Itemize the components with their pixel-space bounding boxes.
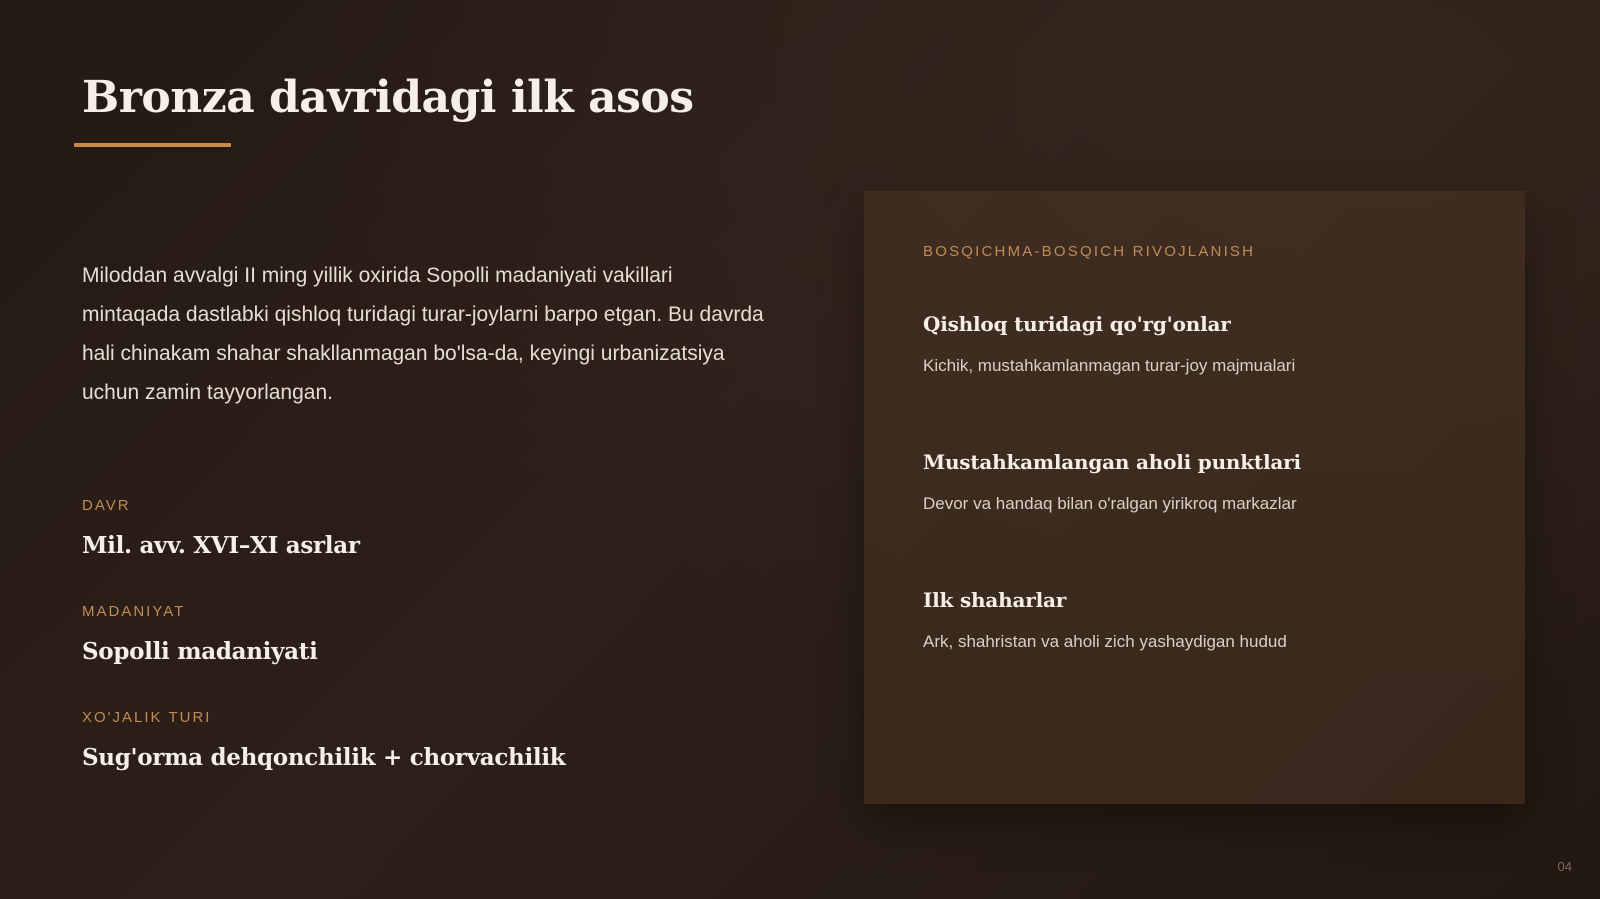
title-underline [74,143,231,147]
stage-item [923,312,1295,376]
fact-value: Sug'orma dehqonchilik + chorvachilik [82,744,566,771]
fact-period [82,497,360,559]
stage-item [923,588,1287,652]
stage-title: Qishloq turidagi qo'rg'onlar [923,312,1231,336]
stage-description: Ark, shahristan va aholi zich yashaydigan hudud [923,632,1287,651]
fact-value: Sopolli madaniyati [82,638,318,665]
stage-title: Ilk shaharlar [923,588,1067,612]
stage-item [923,450,1301,514]
panel-label: BOSQICHMA-BOSQICH RIVOJLANISH [923,243,1256,260]
fact-label: DAVR [82,497,131,514]
fact-label: XO'JALIK TURI [82,709,212,726]
page-number: 04 [1557,859,1572,874]
development-panel [864,191,1525,804]
stage-title: Mustahkamlangan aholi punktlari [923,450,1301,474]
intro-paragraph: Miloddan avvalgi II ming yillik oxirida Sopolli madaniyati vakillari mintaqada dastlabki qishloq turidagi turar-joylarni barpo etgan. Bu davrda hali chinakam shahar shakllanmagan bo'lsa-da, keyingi urbanizatsiya uchun zamin tayyorlangan. [82,264,764,404]
slide-title: Bronza davridagi ilk asos [82,72,694,123]
stage-description: Devor va handaq bilan o'ralgan yirikroq markazlar [923,494,1297,513]
fact-economy [82,709,565,771]
stage-description: Kichik, mustahkamlanmagan turar-joy majmualari [923,356,1296,375]
fact-culture [82,603,318,665]
fact-value: Mil. avv. XVI–XI asrlar [82,532,360,559]
fact-label: MADANIYAT [82,603,186,620]
